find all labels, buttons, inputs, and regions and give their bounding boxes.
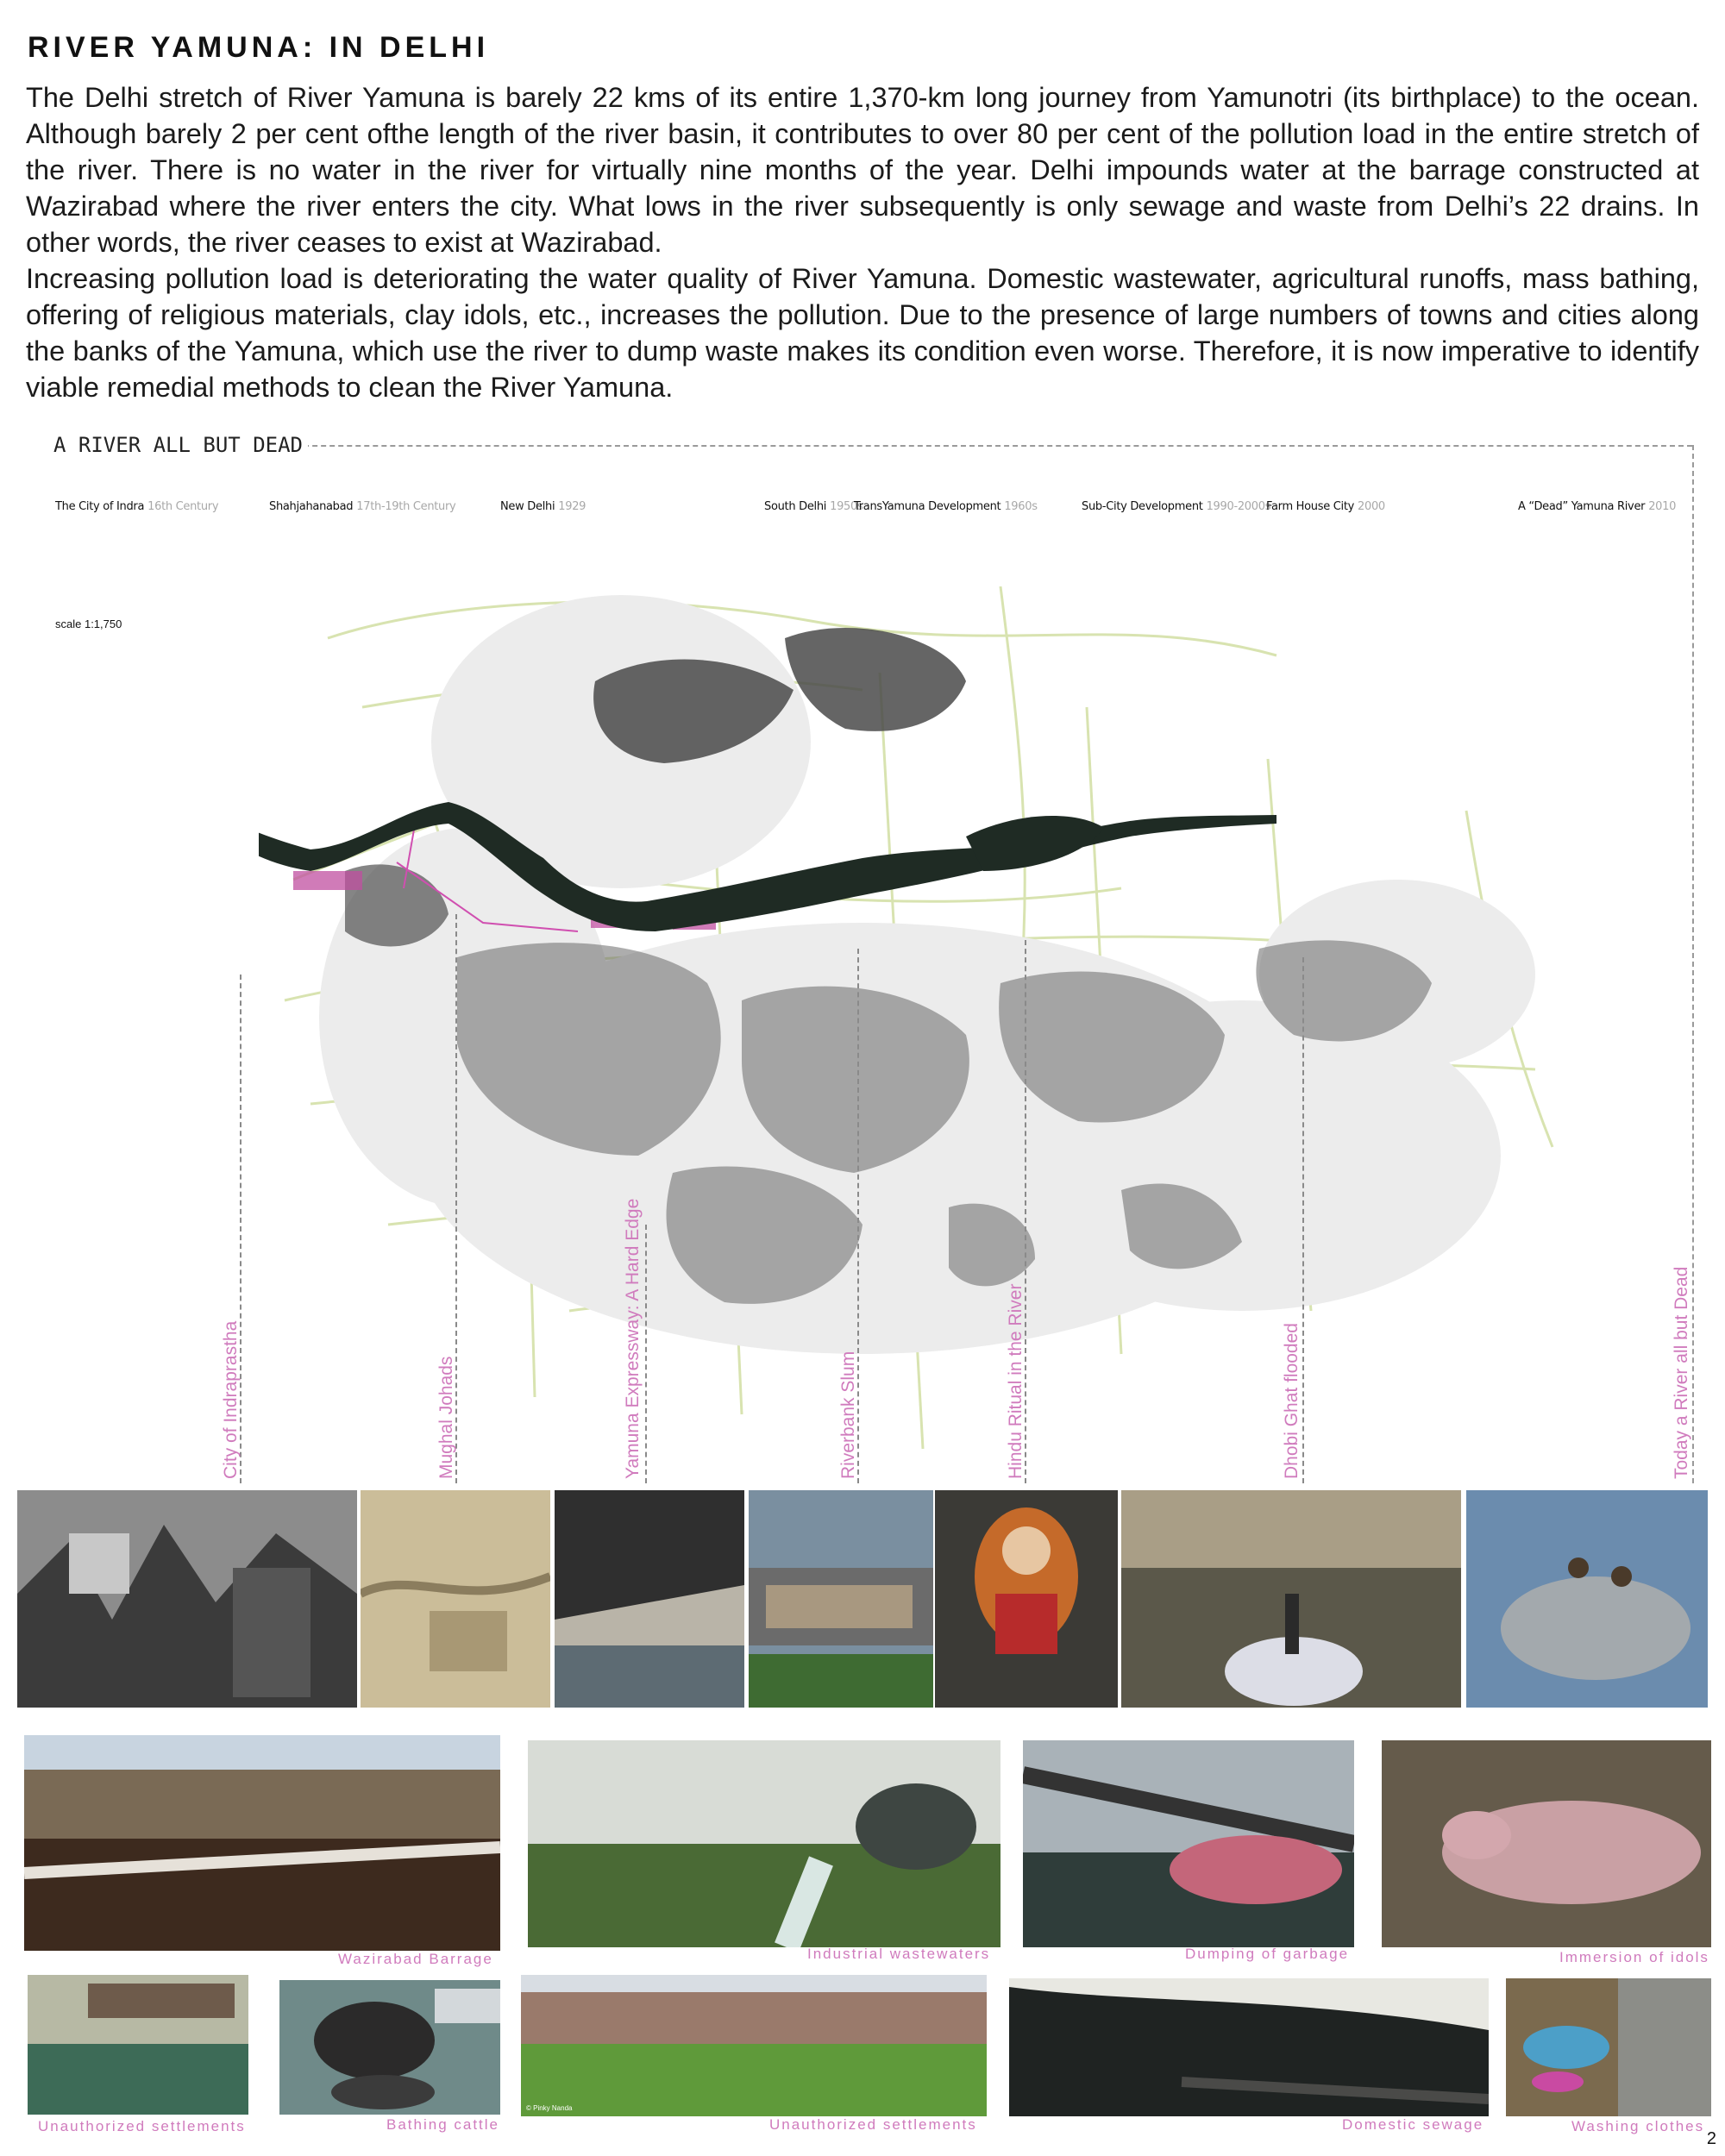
period-year: 1950s	[830, 500, 863, 513]
vertical-label: City of Indraprastha	[221, 1320, 241, 1479]
vertical-label: Yamuna Expressway: A Hard Edge	[623, 1198, 643, 1479]
photo-city-of-indraprastha	[17, 1490, 357, 1708]
vertical-label: Today a River all but Dead	[1672, 1266, 1691, 1479]
intro-paragraph-2: Increasing pollution load is deteriorating the water quality of River Yamuna. Domestic wastewater, agricultural runoffs, mass bathing, offering of religious materials, clay idols, etc., increases the pollution. Due to the presence of large numbers of towns and cities along the banks of the Yamuna, which use the river to dump waste makes its condition even worse. Therefore, it is now imperative to identify viable remedial methods to clean the River Yamuna.	[26, 263, 1699, 403]
label-connector	[1302, 957, 1304, 1483]
period-name: Sub-City Development	[1082, 500, 1203, 513]
period-name: New Delhi	[500, 500, 555, 513]
intro-paragraph-1: The Delhi stretch of River Yamuna is barely 22 kms of its entire 1,370-km long journey from Yamunotri (its birthplace) to the ocean. Although barely 2 per cent ofthe length of the river basin, it contributes to over 80 per cent of the pollution load in the entire stretch of the river. There is no water in the river for virtually nine months of the year. Delhi impounds water at the barrage constructed at Wazirabad where the river enters the city. What lows in the river subsequently is only sewage and waste from Delhi’s 22 drains. In other words, the river ceases to exist at Wazirabad.	[26, 82, 1699, 258]
period-label	[55, 500, 218, 513]
photo-riverbank-slum	[749, 1490, 933, 1708]
period-label	[1266, 500, 1385, 513]
photo-caption: Bathing cattle	[386, 2116, 500, 2133]
period-year: 2000	[1358, 500, 1385, 513]
photo-unauthorized-settlements-1	[28, 1975, 248, 2115]
vertical-label: Dhobi Ghat flooded	[1282, 1323, 1302, 1479]
section-dashed-line	[269, 445, 1692, 447]
intro-text	[26, 79, 1699, 405]
photo-bathing-cattle	[279, 1980, 500, 2115]
period-year: 17th-19th Century	[356, 500, 456, 513]
period-name: A “Dead” Yamuna River	[1518, 500, 1646, 513]
photo-dhobi-ghat	[1121, 1490, 1461, 1708]
photo-washing-clothes	[1506, 1978, 1711, 2116]
period-name: South Delhi	[764, 500, 827, 513]
photo-caption: Dumping of garbage	[1185, 1946, 1350, 1962]
period-name: The City of Indra	[55, 500, 145, 513]
photo-caption: Unauthorized settlements	[38, 2118, 246, 2134]
page-number: 2	[1706, 2129, 1716, 2148]
period-year: 2010	[1648, 500, 1677, 513]
period-year: 1929	[558, 500, 586, 513]
vertical-label: Mughal Johads	[436, 1356, 456, 1479]
photo-river-all-but-dead	[1466, 1490, 1708, 1708]
period-label	[1082, 500, 1270, 513]
period-year: 1990-2000s	[1206, 500, 1271, 513]
vertical-label: Hindu Ritual in the River	[1006, 1283, 1026, 1479]
period-label	[500, 500, 586, 513]
period-name: Shahjahanabad	[269, 500, 354, 513]
photo-caption: Domestic sewage	[1342, 2116, 1484, 2133]
section-title: A RIVER ALL BUT DEAD	[53, 433, 308, 457]
photo-unauthorized-settlements-2	[521, 1975, 987, 2116]
period-year: 1960s	[1004, 500, 1038, 513]
photo-immersion-of-idols	[1382, 1740, 1711, 1947]
map-scale: scale 1:1,750	[55, 617, 122, 630]
vertical-label: Riverbank Slum	[838, 1351, 858, 1479]
period-label	[269, 500, 455, 513]
photo-caption: Washing clothes	[1571, 2118, 1705, 2134]
photo-mughal-johads	[361, 1490, 550, 1708]
photo-credit: © Pinky Nanda	[526, 2104, 573, 2112]
photo-domestic-sewage	[1009, 1978, 1489, 2116]
period-label	[764, 500, 862, 513]
photo-caption: Wazirabad Barrage	[338, 1951, 493, 1967]
yamuna-river-wide	[966, 816, 1104, 871]
section-dashed-line-right	[1692, 445, 1694, 1483]
photo-wazirabad-barrage	[24, 1735, 500, 1951]
photo-yamuna-expressway	[555, 1490, 744, 1708]
label-connector	[645, 1225, 647, 1483]
photo-caption: Industrial wastewaters	[807, 1946, 991, 1962]
photo-industrial-wastewaters	[528, 1740, 1000, 1947]
period-name: Farm House City	[1266, 500, 1355, 513]
map-graphic	[259, 552, 1587, 1483]
photo-dumping-of-garbage	[1023, 1740, 1354, 1947]
period-name: TransYamuna Development	[854, 500, 1001, 513]
period-year: 16th Century	[147, 500, 219, 513]
page-title: RIVER YAMUNA: IN DELHI	[28, 31, 490, 64]
period-label	[1518, 500, 1676, 513]
period-label	[854, 500, 1038, 513]
photo-hindu-ritual	[935, 1490, 1118, 1708]
photo-caption: Unauthorized settlements	[769, 2116, 977, 2133]
photo-caption: Immersion of idols	[1559, 1949, 1709, 1965]
delhi-figure-ground-map	[259, 552, 1587, 1483]
